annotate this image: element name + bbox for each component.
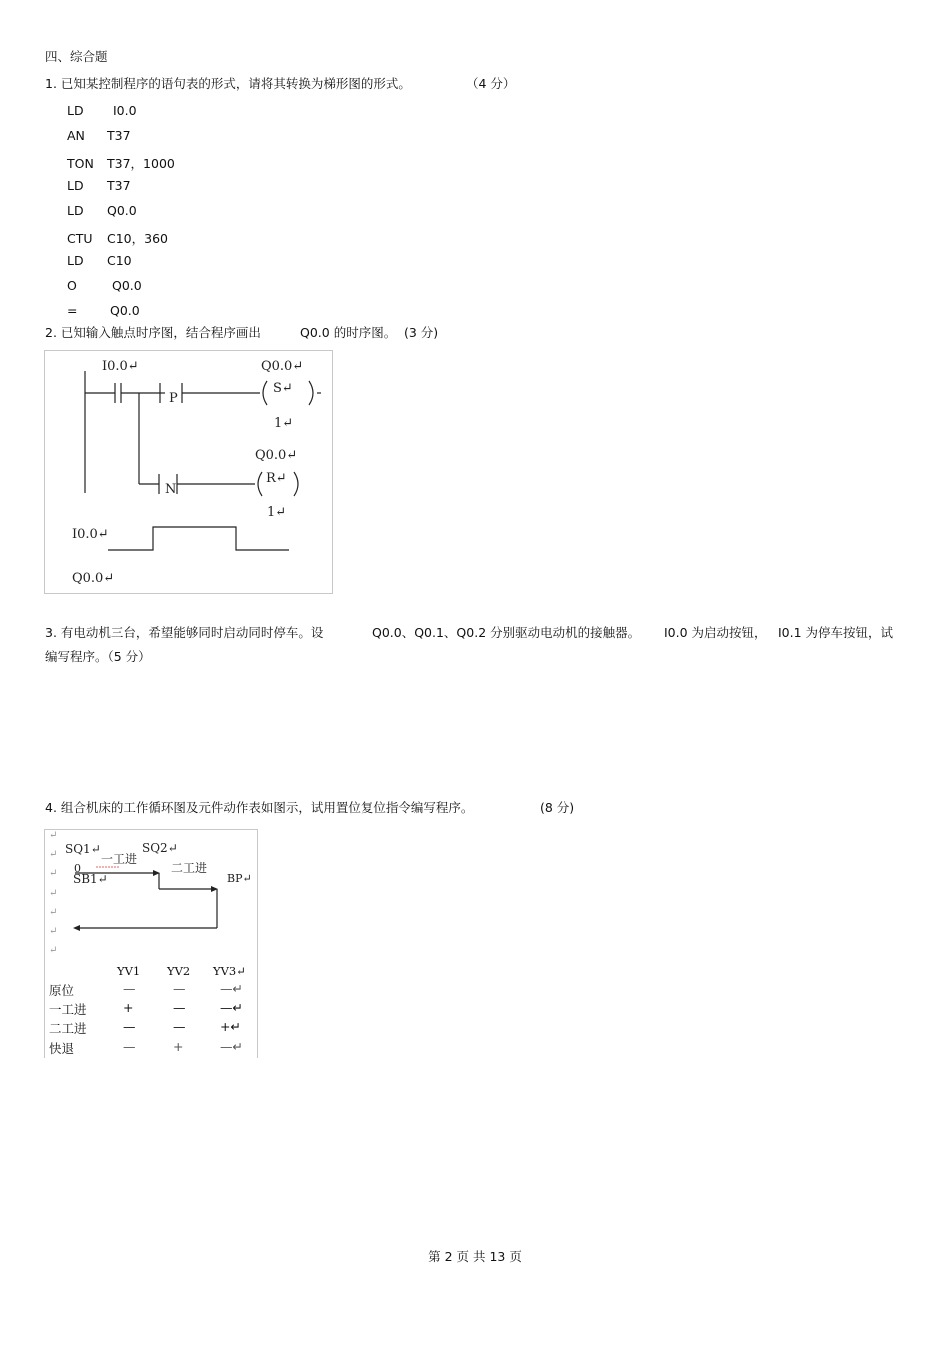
- program-op: O: [67, 278, 77, 293]
- row-cell: +↵: [220, 1019, 241, 1034]
- table-header-yv1: YV1: [117, 964, 141, 978]
- program-op: LD: [67, 203, 84, 218]
- timing-input-label: I0.0↵: [72, 527, 109, 542]
- program-arg: Q0.0: [112, 278, 142, 293]
- input-contact-label: I0.0↵: [102, 359, 139, 374]
- bp-label: BP↵: [227, 872, 252, 885]
- program-line: [67, 203, 137, 218]
- sq1-label: SQ1↵: [65, 842, 101, 856]
- program-op: TON: [67, 156, 94, 171]
- program-line: [67, 303, 140, 318]
- q2-score: (3 分): [404, 325, 439, 340]
- return-mark: ↵: [49, 888, 58, 899]
- row-cell: +: [123, 1000, 134, 1015]
- program-arg: Q0.0: [107, 203, 137, 218]
- program-arg: T37: [107, 128, 131, 143]
- sq2-label: SQ2↵: [142, 841, 178, 855]
- program-line: [67, 178, 131, 193]
- q4-figure: [44, 829, 258, 1058]
- q3-text-b: Q0.0、Q0.1、Q0.2 分别驱动电动机的接触器。: [372, 625, 641, 640]
- q4-text: 4. 组合机床的工作循环图及元件动作表如图示，试用置位复位指令编写程序。: [45, 800, 474, 815]
- program-op: LD: [67, 103, 84, 118]
- program-arg: I0.0: [113, 103, 137, 118]
- q2-figure: [44, 350, 333, 594]
- row-label: 原位: [49, 983, 75, 998]
- positive-edge-label: P: [169, 391, 178, 406]
- row-cell: —↵: [220, 1039, 243, 1054]
- program-line: [67, 253, 132, 268]
- return-mark: ↵: [49, 945, 58, 956]
- negative-edge-label: N: [165, 482, 177, 497]
- row-cell: —: [123, 1019, 136, 1034]
- q1-score: （4 分）: [466, 76, 516, 91]
- q3-text-d: I0.1 为停车按钮，试: [778, 625, 894, 640]
- program-op: LD: [67, 253, 84, 268]
- program-line: [67, 103, 137, 118]
- program-op: =: [67, 303, 78, 318]
- row-cell: —: [173, 1019, 186, 1034]
- row-cell: —: [173, 1000, 186, 1015]
- return-mark: ↵: [49, 907, 58, 918]
- table-header-yv2: YV2: [167, 964, 191, 978]
- row-cell: —↵: [220, 981, 243, 996]
- section-title: 四、综合题: [45, 49, 108, 64]
- program-arg: T37: [107, 178, 131, 193]
- q3-text-line2: 编写程序。（5 分）: [45, 649, 151, 664]
- row-cell: +: [173, 1039, 184, 1054]
- row-label: 二工进: [49, 1021, 87, 1036]
- q3-text-a: 3. 有电动机三台，希望能够同时启动同时停车。设: [45, 625, 324, 640]
- q3-text-c: I0.0 为启动按钮，: [664, 625, 767, 640]
- row-cell: —↵: [220, 1000, 243, 1015]
- first-feed-label: 一工进: [101, 852, 138, 866]
- ladder-diagram: [45, 351, 332, 593]
- row-label: 快退: [49, 1041, 75, 1056]
- reset-count: 1↵: [267, 505, 287, 520]
- q4-score: (8 分): [540, 800, 575, 815]
- page-footer: 第 2 页 共 13 页: [428, 1249, 522, 1264]
- row-label: 一工进: [49, 1002, 87, 1017]
- program-op: AN: [67, 128, 85, 143]
- return-mark: ↵: [49, 849, 58, 860]
- program-op: CTU: [67, 231, 93, 246]
- set-instruction: S↵: [273, 381, 293, 396]
- origin-zero-label: 0: [74, 862, 81, 875]
- q2-text-b: Q0.0 的时序图。: [300, 325, 397, 340]
- program-line: [67, 128, 131, 143]
- program-line: [67, 278, 142, 293]
- return-mark: ↵: [49, 830, 58, 841]
- program-arg: C10，360: [107, 231, 168, 246]
- work-cycle-diagram: [45, 830, 257, 960]
- program-line: [67, 154, 175, 172]
- program-arg: T37，1000: [107, 156, 175, 171]
- set-count: 1↵: [274, 416, 294, 431]
- program-arg: C10: [107, 253, 132, 268]
- program-line: [67, 229, 168, 247]
- program-op: LD: [67, 178, 84, 193]
- reset-instruction: R↵: [266, 471, 287, 486]
- timing-output-label: Q0.0↵: [72, 571, 115, 586]
- return-mark: ↵: [49, 926, 58, 937]
- sb1-label: SB1↵: [73, 872, 108, 886]
- row-cell: —: [123, 981, 136, 996]
- second-feed-label: 二工进: [171, 861, 208, 875]
- q2-text: 2. 已知输入触点时序图，结合程序画出: [45, 325, 261, 340]
- q1-text: 1. 已知某控制程序的语句表的形式，请将其转换为梯形图的形式。: [45, 76, 411, 91]
- table-header-yv3: YV3↵: [213, 964, 246, 978]
- program-arg: Q0.0: [110, 303, 140, 318]
- return-mark: ↵: [49, 868, 58, 879]
- row-cell: —: [123, 1039, 136, 1054]
- set-coil-label: Q0.0↵: [261, 359, 304, 374]
- row-cell: —: [173, 981, 186, 996]
- reset-coil-label: Q0.0↵: [255, 448, 298, 463]
- input-timing-waveform: [108, 527, 289, 550]
